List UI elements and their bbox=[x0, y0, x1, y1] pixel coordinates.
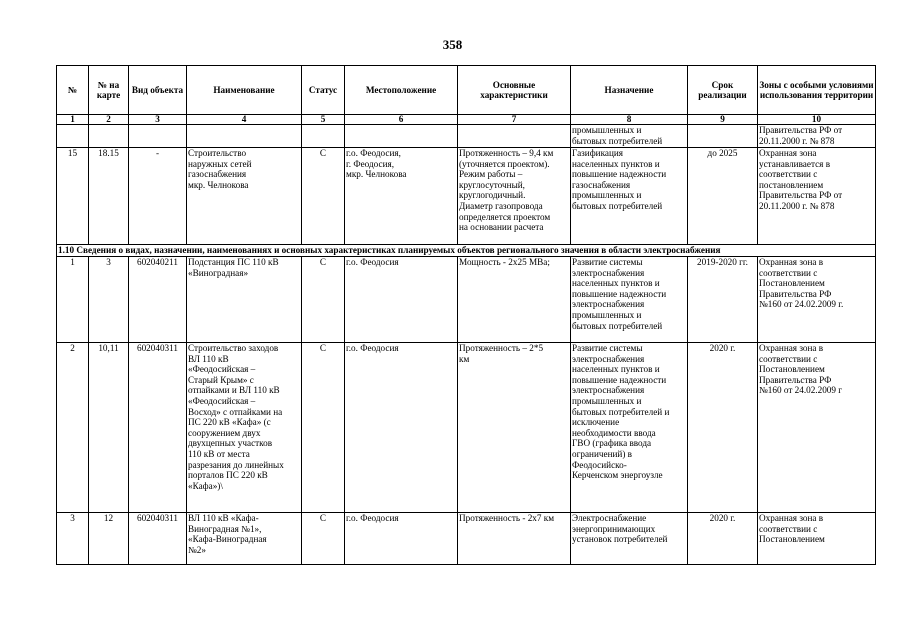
table-cell: Строительство заходов ВЛ 110 кВ «Феодосийская – Старый Крым» с отпайками и ВЛ 110 кВ «Феодосийская – Восход» с отпайками на ПС 220 кВ «Кафа» (с сооружением двух двухцепных участков 110 кВ от места разрезания до линейных порталов ПС 220 кВ «Кафа»)\ bbox=[187, 343, 302, 513]
table-cell bbox=[302, 125, 345, 148]
header-cell: Наименование bbox=[187, 66, 302, 115]
table-cell: Мощность - 2х25 МВа; bbox=[458, 257, 571, 343]
table-cell bbox=[129, 125, 187, 148]
column-number: 2 bbox=[89, 115, 129, 125]
table-cell: Развитие системы электроснабжения населенных пунктов и повышение надежности электроснабжения промышленных и бытовых потребителей bbox=[571, 257, 688, 343]
section-row bbox=[57, 245, 876, 257]
table-cell: Охранная зона в соответствии с Постановлением Правительства РФ №160 от 24.02.2009 г. bbox=[758, 257, 876, 343]
table-cell: 602040311 bbox=[129, 343, 187, 513]
table-cell: промышленных и бытовых потребителей bbox=[571, 125, 688, 148]
table-cell: 2019-2020 гг. bbox=[688, 257, 758, 343]
table-row bbox=[57, 125, 876, 148]
table-cell: г.о. Феодосия bbox=[345, 513, 458, 565]
column-number: 4 bbox=[187, 115, 302, 125]
table-cell: ВЛ 110 кВ «Кафа- Виноградная №1», «Кафа-Виноградная №2» bbox=[187, 513, 302, 565]
table-row bbox=[57, 257, 876, 343]
table-cell: Протяженность – 2*5 км bbox=[458, 343, 571, 513]
page-number: 358 bbox=[442, 37, 463, 52]
table-cell bbox=[458, 125, 571, 148]
header-cell: № bbox=[57, 66, 89, 115]
table-cell: 18.15 bbox=[89, 148, 129, 245]
table-cell: 1 bbox=[57, 257, 89, 343]
table-cell: 2020 г. bbox=[688, 343, 758, 513]
header-cell: Местоположение bbox=[345, 66, 458, 115]
table-cell: Электроснабжение энергопринимающих установок потребителей bbox=[571, 513, 688, 565]
table-cell: г.о. Феодосия, г. Феодосия, мкр. Челнокова bbox=[345, 148, 458, 245]
table-cell: С bbox=[302, 148, 345, 245]
header-cell: Вид объекта bbox=[129, 66, 187, 115]
table-cell: 602040211 bbox=[129, 257, 187, 343]
table-cell bbox=[57, 125, 89, 148]
table-cell bbox=[688, 125, 758, 148]
header-cell: Срок реализации bbox=[688, 66, 758, 115]
header-cell: Основные характеристики bbox=[458, 66, 571, 115]
table-header-row bbox=[57, 66, 876, 115]
table-cell: Охранная зона в соответствии с Постановлением bbox=[758, 513, 876, 565]
column-number: 6 bbox=[345, 115, 458, 125]
section-title: 1.10 Сведения о видах, назначении, наименованиях и основных характеристиках планируемых объектов регионального значения в области электроснабжения bbox=[57, 245, 876, 257]
table-cell bbox=[89, 125, 129, 148]
header-cell: Зоны с особыми условиями использования территории bbox=[758, 66, 876, 115]
table-cell: Подстанция ПС 110 кВ «Виноградная» bbox=[187, 257, 302, 343]
table-cell: до 2025 bbox=[688, 148, 758, 245]
table-cell: г.о. Феодосия bbox=[345, 343, 458, 513]
table-cell: 2020 г. bbox=[688, 513, 758, 565]
table-cell: 12 bbox=[89, 513, 129, 565]
table-row bbox=[57, 513, 876, 565]
table-row bbox=[57, 148, 876, 245]
table-cell: Протяженность - 2х7 км bbox=[458, 513, 571, 565]
table-cell: 602040311 bbox=[129, 513, 187, 565]
table-cell: С bbox=[302, 513, 345, 565]
table-cell bbox=[187, 125, 302, 148]
column-number: 1 bbox=[57, 115, 89, 125]
table-cell: Развитие системы электроснабжения населенных пунктов и повышение надежности электроснабжения промышленных и бытовых потребителей и исключение необходимости ввода ГВО (графика ввода ограничений) в Феодосийско- Керченском энергоузле bbox=[571, 343, 688, 513]
table-cell: Протяженность – 9,4 км (уточняется проектом). Режим работы – круглосуточный, круглогодичный. Диаметр газопровода определяется проектом на основании расчета bbox=[458, 148, 571, 245]
table-cell: 2 bbox=[57, 343, 89, 513]
column-number: 3 bbox=[129, 115, 187, 125]
table-cell: - bbox=[129, 148, 187, 245]
table-cell: 10,11 bbox=[89, 343, 129, 513]
table-cell: 15 bbox=[57, 148, 89, 245]
table-cell: 3 bbox=[89, 257, 129, 343]
table-cell: Строительство наружных сетей газоснабжения мкр. Челнокова bbox=[187, 148, 302, 245]
header-cell: № на карте bbox=[89, 66, 129, 115]
table-cell: Охранная зона устанавливается в соответствии с постановлением Правительства РФ от 20.11.2000 г. № 878 bbox=[758, 148, 876, 245]
table-cell: г.о. Феодосия bbox=[345, 257, 458, 343]
table-cell: Охранная зона в соответствии с Постановлением Правительства РФ №160 от 24.02.2009 г bbox=[758, 343, 876, 513]
table-row bbox=[57, 343, 876, 513]
table-cell: С bbox=[302, 343, 345, 513]
column-number: 10 bbox=[758, 115, 876, 125]
planned-objects-table bbox=[56, 65, 876, 565]
table-cell: 3 bbox=[57, 513, 89, 565]
table-cell: С bbox=[302, 257, 345, 343]
header-cell: Статус bbox=[302, 66, 345, 115]
column-number: 8 bbox=[571, 115, 688, 125]
table-cell bbox=[345, 125, 458, 148]
table-cell: Газификация населенных пунктов и повышение надежности газоснабжения промышленных и бытовых потребителей bbox=[571, 148, 688, 245]
column-number: 5 bbox=[302, 115, 345, 125]
table-cell: Правительства РФ от 20.11.2000 г. № 878 bbox=[758, 125, 876, 148]
column-number: 7 bbox=[458, 115, 571, 125]
column-number: 9 bbox=[688, 115, 758, 125]
column-number-row bbox=[57, 115, 876, 125]
header-cell: Назначение bbox=[571, 66, 688, 115]
